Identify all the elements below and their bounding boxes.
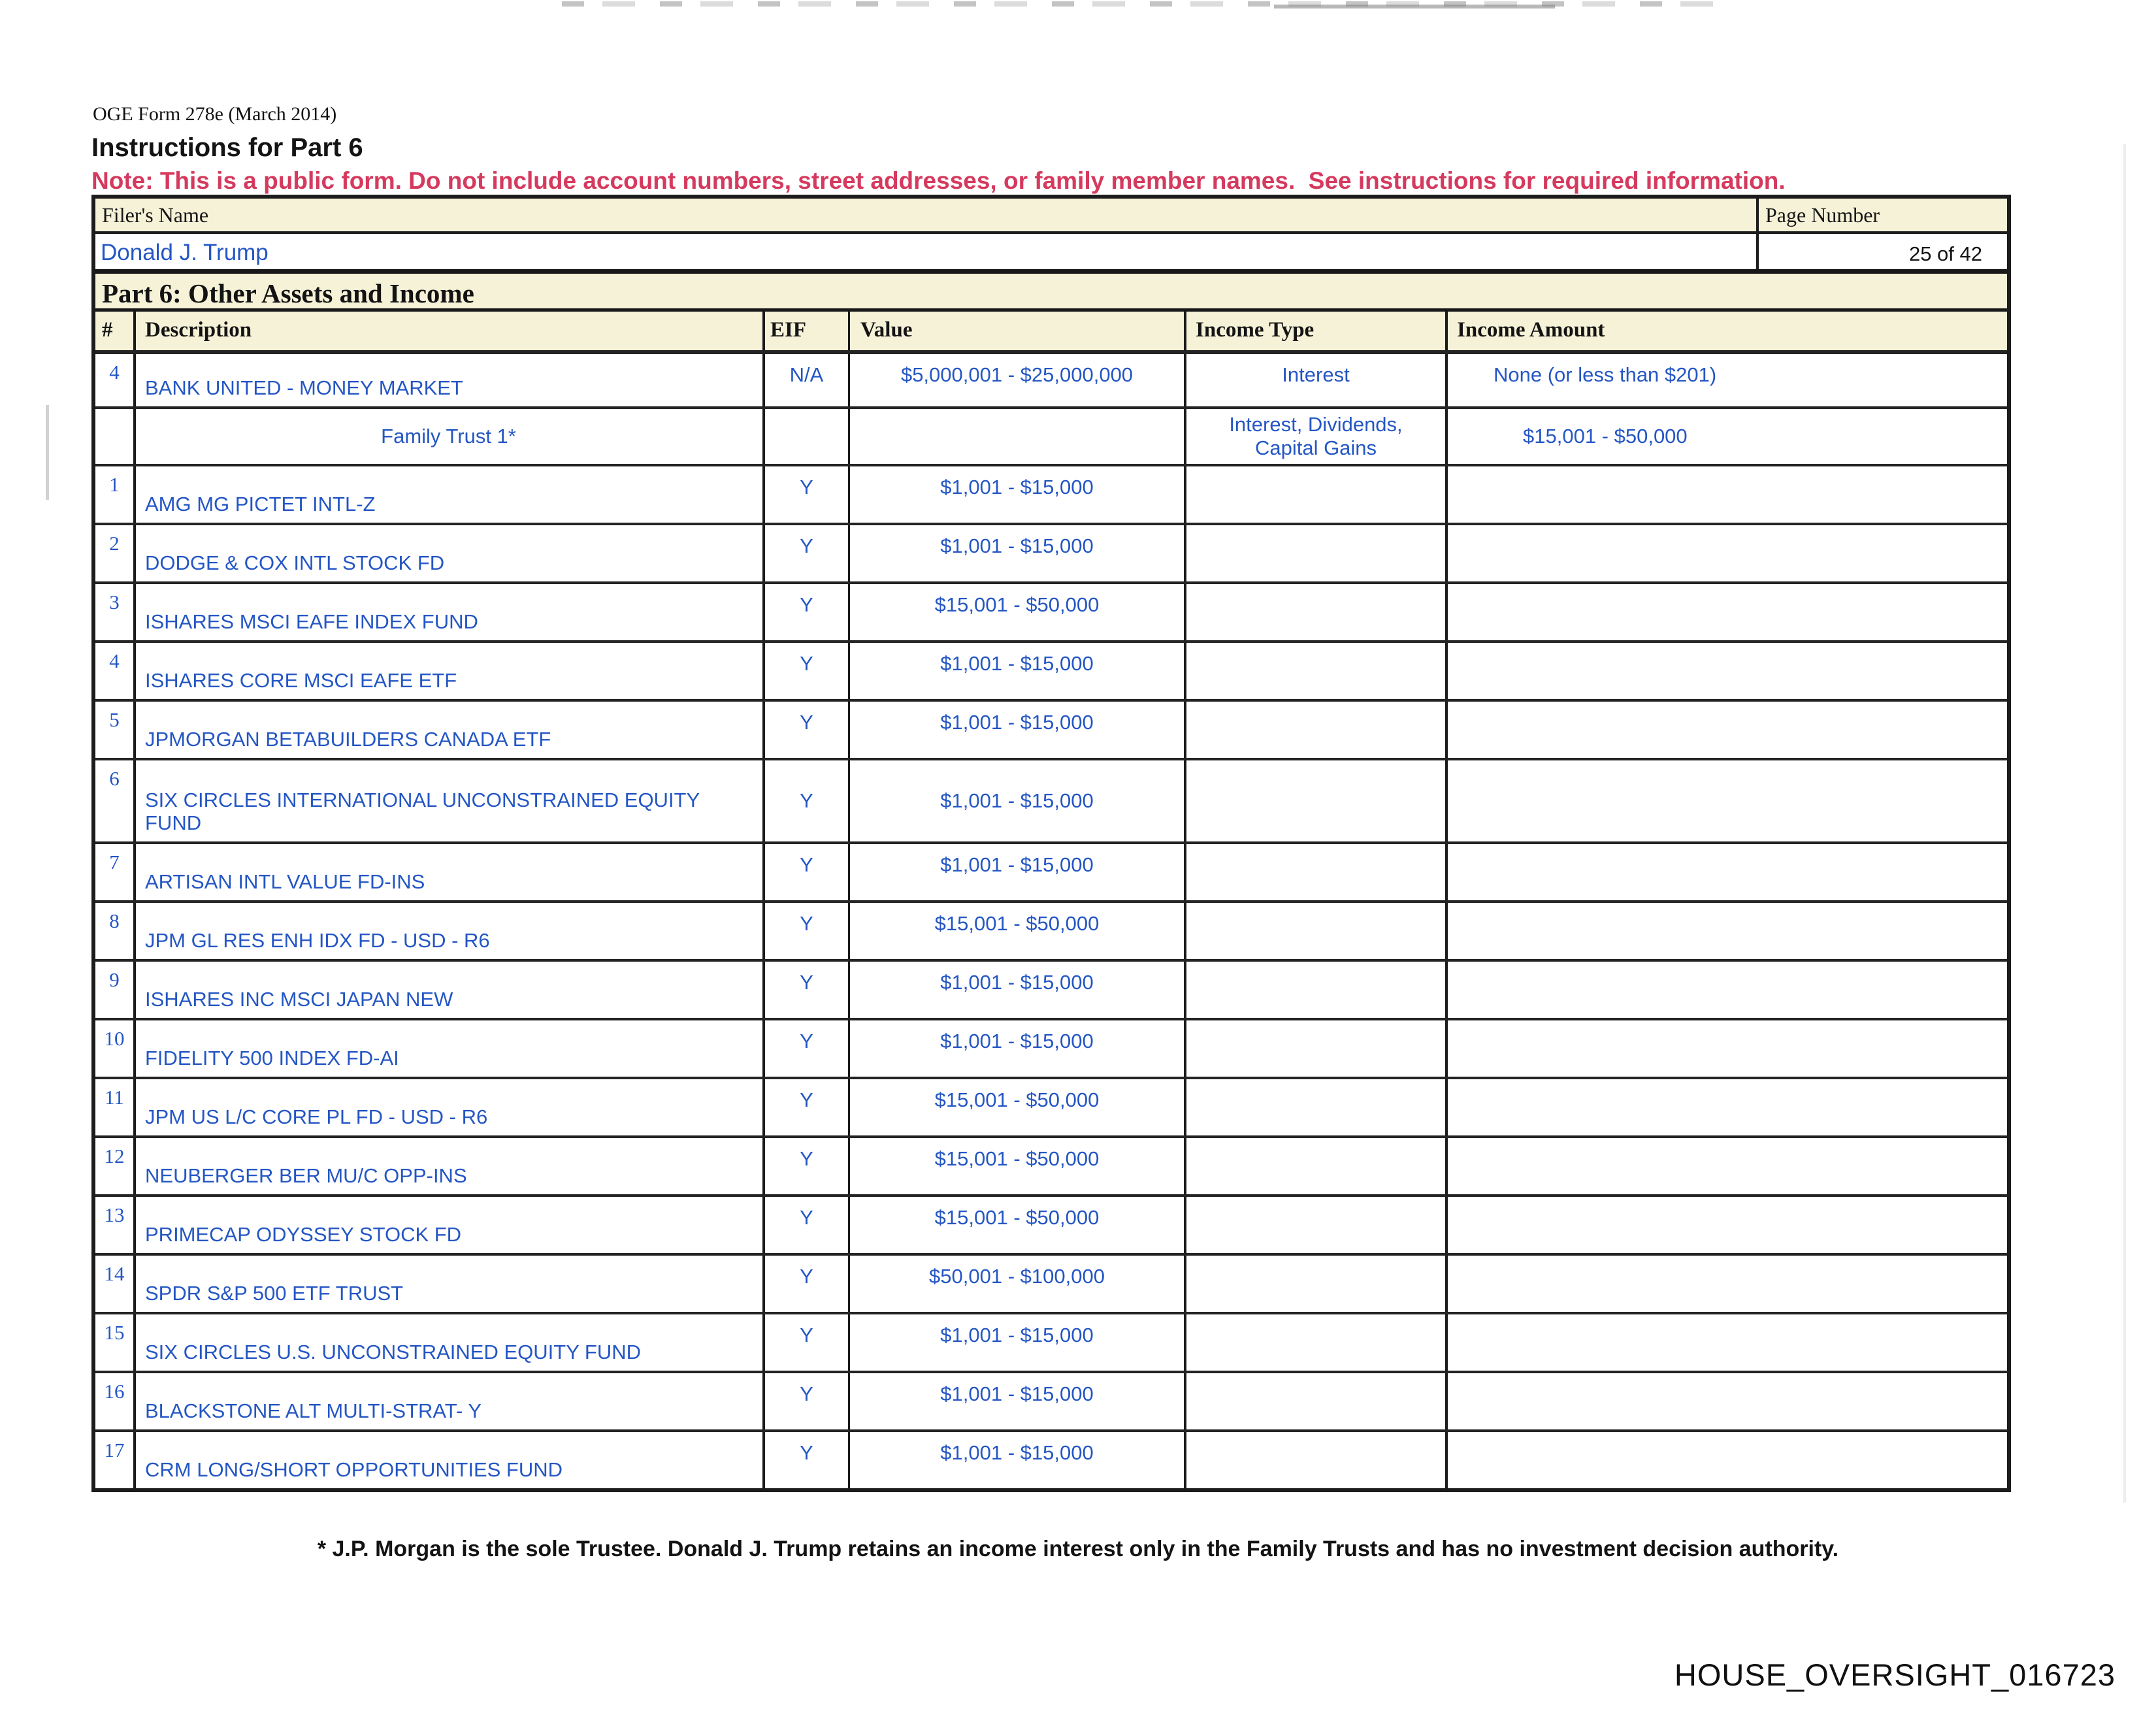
- page-number-label: Page Number: [1756, 199, 2007, 231]
- row-value: $1,001 - $15,000: [850, 1020, 1186, 1077]
- scan-artifact-right: [2123, 144, 2126, 1503]
- row-number: 13: [95, 1197, 136, 1253]
- row-eif: Y: [765, 584, 850, 640]
- row-income-type: Interest: [1186, 354, 1448, 406]
- row-eif: Y: [765, 1197, 850, 1253]
- table-row: [95, 841, 2007, 900]
- row-number: 6: [95, 760, 136, 841]
- row-eif: [765, 409, 850, 464]
- table-row: [95, 406, 2007, 464]
- row-eif: Y: [765, 1373, 850, 1429]
- row-description: CRM LONG/SHORT OPPORTUNITIES FUND: [136, 1432, 765, 1488]
- row-income-amount: None (or less than $201): [1494, 363, 1717, 386]
- row-income-amount: [1448, 1138, 2007, 1194]
- row-value: $15,001 - $50,000: [850, 1138, 1186, 1194]
- row-eif: Y: [765, 643, 850, 699]
- column-header-eif: EIF: [765, 312, 850, 350]
- column-header-value: Value: [850, 312, 1186, 350]
- row-value: $1,001 - $15,000: [850, 1373, 1186, 1429]
- row-eif: Y: [765, 1256, 850, 1312]
- row-income-type: [1186, 1373, 1448, 1429]
- public-form-note: Note: This is a public form. Do not include account numbers, street addresses, or family member names. See instructions for required information.: [91, 167, 1786, 194]
- row-income-type: [1186, 760, 1448, 841]
- table-row: [95, 523, 2007, 581]
- section-title: Part 6: Other Assets and Income: [95, 269, 2007, 308]
- row-eif: Y: [765, 760, 850, 841]
- filer-name-value: Donald J. Trump: [101, 240, 269, 265]
- row-income-type: [1186, 1020, 1448, 1077]
- row-description: ISHARES CORE MSCI EAFE ETF: [136, 643, 765, 699]
- row-eif: Y: [765, 1314, 850, 1371]
- row-description: BANK UNITED - MONEY MARKET: [136, 354, 765, 406]
- row-income-type: [1186, 1432, 1448, 1488]
- row-income-type: [1186, 1197, 1448, 1253]
- row-income-amount: [1448, 844, 2007, 900]
- row-income-amount: [1448, 525, 2007, 581]
- row-value: $1,001 - $15,000: [850, 844, 1186, 900]
- row-description: SIX CIRCLES U.S. UNCONSTRAINED EQUITY FUND: [136, 1314, 765, 1371]
- row-value: $15,001 - $50,000: [850, 903, 1186, 959]
- row-number: 11: [95, 1079, 136, 1135]
- table-row: [95, 464, 2007, 523]
- row-number: 3: [95, 584, 136, 640]
- row-value: $50,001 - $100,000: [850, 1256, 1186, 1312]
- row-description: ISHARES MSCI EAFE INDEX FUND: [136, 584, 765, 640]
- row-income-type: [1186, 844, 1448, 900]
- row-number: 8: [95, 903, 136, 959]
- row-eif: Y: [765, 466, 850, 523]
- row-number: 4: [95, 354, 136, 406]
- row-income-type: [1186, 903, 1448, 959]
- row-income-amount: [1448, 643, 2007, 699]
- row-description: ISHARES INC MSCI JAPAN NEW: [136, 962, 765, 1018]
- row-eif: Y: [765, 1432, 850, 1488]
- row-income-type: [1186, 584, 1448, 640]
- row-income-amount: [1448, 1314, 2007, 1371]
- row-number: 10: [95, 1020, 136, 1077]
- column-header-description: Description: [136, 312, 765, 350]
- row-value: $1,001 - $15,000: [850, 1314, 1186, 1371]
- row-income-amount: [1448, 962, 2007, 1018]
- row-income-type: [1186, 1138, 1448, 1194]
- row-number: 17: [95, 1432, 136, 1488]
- row-income-amount: [1448, 1256, 2007, 1312]
- table-row: [95, 699, 2007, 758]
- row-number: 7: [95, 844, 136, 900]
- table-row: [95, 1018, 2007, 1077]
- row-value: $1,001 - $15,000: [850, 466, 1186, 523]
- row-value: $1,001 - $15,000: [850, 962, 1186, 1018]
- row-income-amount: [1448, 1432, 2007, 1488]
- row-eif: Y: [765, 962, 850, 1018]
- filer-value-row: [95, 231, 2007, 269]
- row-value: $15,001 - $50,000: [850, 584, 1186, 640]
- row-description: FIDELITY 500 INDEX FD-AI: [136, 1020, 765, 1077]
- table-row: [95, 640, 2007, 699]
- row-description: BLACKSTONE ALT MULTI-STRAT- Y: [136, 1373, 765, 1429]
- row-value: $5,000,001 - $25,000,000: [850, 354, 1186, 406]
- row-income-amount: [1448, 584, 2007, 640]
- row-description: NEUBERGER BER MU/C OPP-INS: [136, 1138, 765, 1194]
- row-description: SPDR S&P 500 ETF TRUST: [136, 1256, 765, 1312]
- row-income-amount: [1448, 760, 2007, 841]
- column-header-row: [95, 308, 2007, 350]
- table-row: [95, 758, 2007, 841]
- row-income-type: [1186, 643, 1448, 699]
- table-row: [95, 1077, 2007, 1135]
- scan-artifact-top-dark: [1274, 5, 1555, 8]
- row-number: 4: [95, 643, 136, 699]
- column-header-income-amount: Income Amount: [1457, 318, 1605, 342]
- row-number: 2: [95, 525, 136, 581]
- row-value: $1,001 - $15,000: [850, 525, 1186, 581]
- row-description: JPM US L/C CORE PL FD - USD - R6: [136, 1079, 765, 1135]
- row-eif: Y: [765, 702, 850, 758]
- row-income-amount: $15,001 - $50,000: [1523, 425, 1688, 448]
- scan-artifact-left: [46, 405, 49, 500]
- row-value: $1,001 - $15,000: [850, 702, 1186, 758]
- row-income-amount: [1448, 1197, 2007, 1253]
- row-income-amount: [1448, 1079, 2007, 1135]
- row-number: 1: [95, 466, 136, 523]
- page-number-value: 25 of 42: [1756, 234, 2007, 269]
- row-income-type: [1186, 1256, 1448, 1312]
- row-eif: Y: [765, 903, 850, 959]
- table-row: [95, 1312, 2007, 1371]
- table-row: [95, 350, 2007, 406]
- row-description: Family Trust 1*: [136, 409, 765, 464]
- table-row: [95, 581, 2007, 640]
- row-income-type: [1186, 702, 1448, 758]
- row-value: [850, 409, 1186, 464]
- row-description: PRIMECAP ODYSSEY STOCK FD: [136, 1197, 765, 1253]
- row-number: 15: [95, 1314, 136, 1371]
- row-value: $1,001 - $15,000: [850, 643, 1186, 699]
- column-header-num: #: [95, 312, 136, 350]
- row-eif: N/A: [765, 354, 850, 406]
- row-number: [95, 409, 136, 464]
- row-number: 16: [95, 1373, 136, 1429]
- row-income-amount: [1448, 903, 2007, 959]
- row-eif: Y: [765, 844, 850, 900]
- asset-table-body: [95, 350, 2007, 1488]
- table-row: [95, 1135, 2007, 1194]
- row-number: 5: [95, 702, 136, 758]
- row-eif: Y: [765, 1079, 850, 1135]
- row-eif: Y: [765, 1020, 850, 1077]
- row-income-type: [1186, 1079, 1448, 1135]
- table-row: [95, 1429, 2007, 1488]
- disclosure-form-table: [91, 195, 2011, 1492]
- filer-header-row: [95, 199, 2007, 231]
- row-income-amount: [1448, 466, 2007, 523]
- row-description: ARTISAN INTL VALUE FD-INS: [136, 844, 765, 900]
- row-description: SIX CIRCLES INTERNATIONAL UNCONSTRAINED EQUITY FUND: [136, 760, 765, 841]
- filer-name-label: Filer's Name: [102, 203, 209, 227]
- row-description: JPM GL RES ENH IDX FD - USD - R6: [136, 903, 765, 959]
- row-number: 9: [95, 962, 136, 1018]
- column-header-income-type: Income Type: [1186, 312, 1448, 350]
- row-income-type: [1186, 466, 1448, 523]
- row-income-amount: [1448, 1020, 2007, 1077]
- row-description: JPMORGAN BETABUILDERS CANADA ETF: [136, 702, 765, 758]
- row-income-type: Interest, Dividends, Capital Gains: [1186, 409, 1448, 464]
- row-eif: Y: [765, 525, 850, 581]
- table-row: [95, 1371, 2007, 1429]
- row-eif: Y: [765, 1138, 850, 1194]
- table-row: [95, 1253, 2007, 1312]
- row-value: $1,001 - $15,000: [850, 1432, 1186, 1488]
- row-value: $1,001 - $15,000: [850, 760, 1186, 841]
- row-income-type: [1186, 1314, 1448, 1371]
- table-row: [95, 959, 2007, 1018]
- row-income-type: [1186, 525, 1448, 581]
- row-number: 12: [95, 1138, 136, 1194]
- bates-number: HOUSE_OVERSIGHT_016723: [1674, 1657, 2115, 1692]
- form-id-line: OGE Form 278e (March 2014): [93, 103, 337, 125]
- trustee-footnote: * J.P. Morgan is the sole Trustee. Donald J. Trump retains an income interest only in the Family Trusts and has no investment decision authority.: [317, 1537, 1839, 1561]
- row-description: DODGE & COX INTL STOCK FD: [136, 525, 765, 581]
- row-value: $15,001 - $50,000: [850, 1079, 1186, 1135]
- row-value: $15,001 - $50,000: [850, 1197, 1186, 1253]
- table-row: [95, 1194, 2007, 1253]
- row-number: 14: [95, 1256, 136, 1312]
- table-row: [95, 900, 2007, 959]
- instructions-title: Instructions for Part 6: [91, 133, 363, 162]
- row-income-type: [1186, 962, 1448, 1018]
- row-income-amount: [1448, 1373, 2007, 1429]
- row-income-amount: [1448, 702, 2007, 758]
- row-description: AMG MG PICTET INTL-Z: [136, 466, 765, 523]
